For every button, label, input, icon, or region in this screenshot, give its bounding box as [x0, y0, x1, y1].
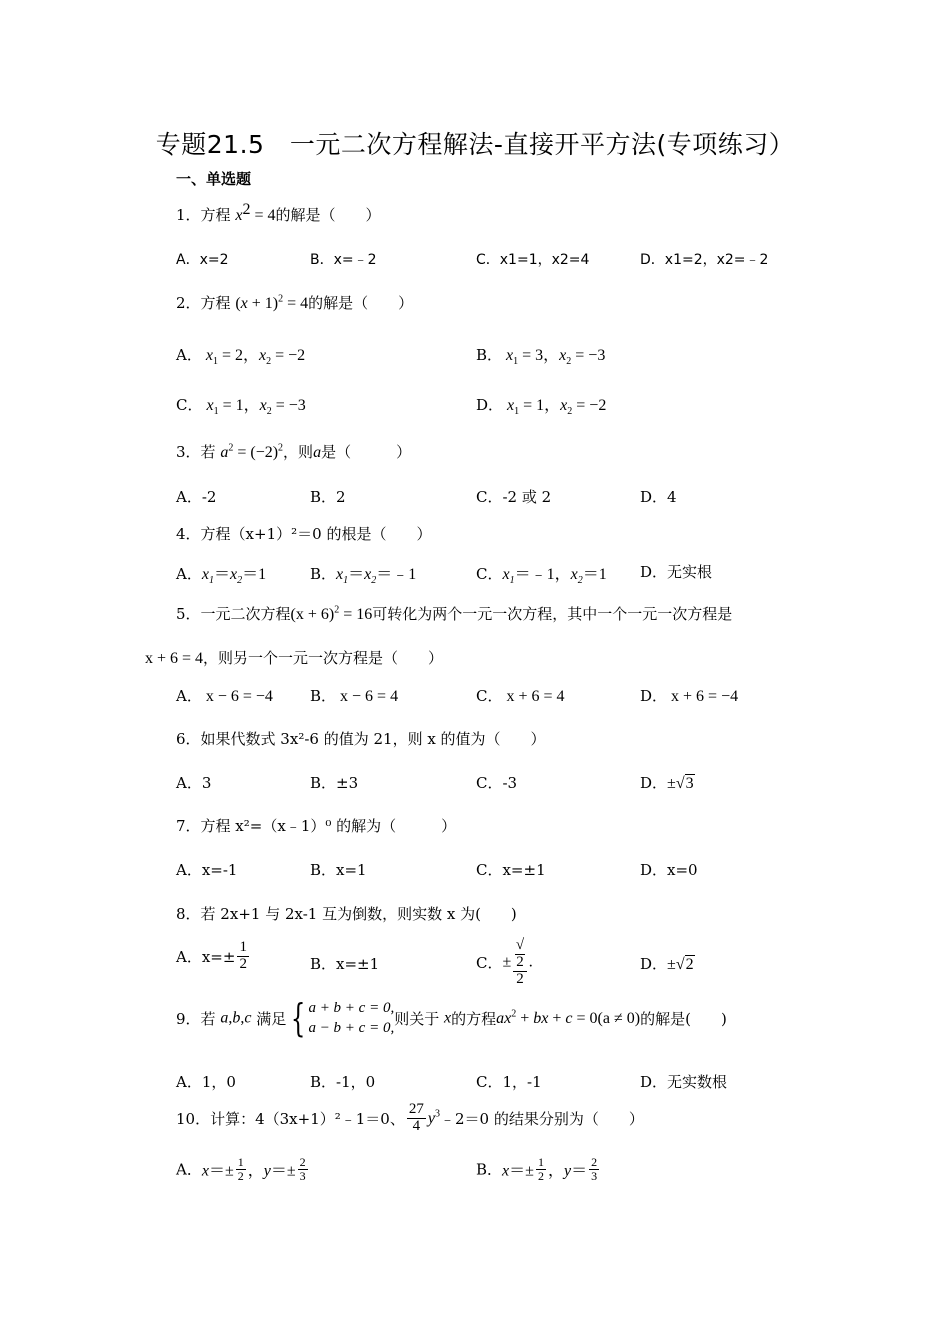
question-9: 9．若 a,b,c 满足 { a + b + c = 0, a − b + c = 0, 则关于 x的方程$ax^2$ + bx + c = 0(a ≠ 0)的解是( ): [176, 996, 727, 1041]
section-heading: 一、单选题: [176, 170, 252, 188]
q4-option-d: D．无实根: [640, 563, 713, 581]
question-2: 2．方程 $(x + 1)^2 = 4$的解是（ ）: [176, 293, 414, 312]
q9-option-d: D．无实数根: [640, 1073, 728, 1091]
q2-option-b: B． $x_1 = 3$，$x_2 = -3$: [476, 346, 606, 368]
q7-option-c: C．x=±1: [476, 861, 546, 879]
q9-option-c: C．1，-1: [476, 1073, 542, 1091]
q10-option-b: B．x＝± $\frac{1}{2}$ ，y＝ $\frac{2}{3}$: [476, 1155, 598, 1183]
q1-option-b: B．x=﹣2: [310, 252, 377, 268]
question-4: 4．方程（x+1）²＝0 的根是（ ）: [176, 525, 432, 543]
q7-option-d: D．x=0: [640, 861, 698, 879]
q8-option-d: D．±√2: [640, 955, 694, 973]
q3-option-c: C．-2 或 2: [476, 488, 552, 506]
q5-equation: $(x + 6)^2 = 16$: [290, 604, 373, 623]
question-5-line-1: 5．一元二次方程$(x + 6)^2 = 16$可转化为两个一元一次方程，其中一个一元一次方程是: [176, 604, 733, 623]
q6-option-a: A．3: [176, 774, 212, 792]
question-3: 3．若 $a^2 = (-2)^2$，则a是（ ）: [176, 442, 412, 461]
q6-option-d: D．±√3: [640, 774, 694, 792]
q9-option-a: A．1，0: [176, 1073, 236, 1091]
q5-option-a: A． x − 6 = −4: [176, 687, 273, 705]
q9-option-b: B．-1，0: [310, 1073, 376, 1091]
q1-option-a: A．x=2: [176, 252, 229, 268]
q5-option-d: D． x + 6 = −4: [640, 687, 739, 705]
q10-option-a: A．x＝± $\frac{1}{2}$ ，y＝± $\frac{2}{3}$: [176, 1155, 306, 1183]
q8-option-c: C．± √ 2 2 .: [476, 937, 533, 987]
q9-brace: {: [291, 996, 306, 1041]
q7-option-b: B．x=1: [310, 861, 367, 879]
q5-option-b: B． x − 6 = 4: [310, 687, 399, 705]
q8-option-a: A．x=± $\frac{1}{2}$: [176, 939, 247, 972]
q2-equation: $(x + 1)^2 = 4$: [235, 293, 309, 312]
q8-option-b: B．x=±1: [310, 955, 380, 973]
q2-option-c: C． $x_1 = 1$，$x_2 = -3$: [176, 396, 306, 418]
q2-option-d: D． $x_1 = 1$，$x_2 = -2$: [476, 396, 607, 418]
question-5-line-2: x + 6 = 4，则另一个一元一次方程是（ ）: [145, 649, 444, 667]
q6-option-b: B．±3: [310, 774, 359, 792]
question-8: 8．若 2x+1 与 2x-1 互为倒数，则实数 x 为( ): [176, 905, 517, 923]
q3-option-d: D．4: [640, 488, 677, 506]
q4-option-b: B．$x_1=x_2=﹣1$: [310, 565, 417, 587]
q3-option-b: B．2: [310, 488, 346, 506]
q1-option-d: D．x1=2，x2=﹣2: [640, 252, 769, 268]
q4-option-c: C．$x_1=﹣1$，$x_2=1$: [476, 565, 607, 587]
page-title: 专题21.5 一元二次方程解法-直接开平方法(专项练习）: [155, 130, 795, 159]
q9-system: a + b + c = 0, a − b + c = 0,: [308, 1000, 395, 1037]
q2-option-a: A． $x_1 = 2$，$x_2 = -2$: [176, 346, 306, 368]
q1-option-c: C．x1=1，x2=4: [476, 252, 590, 268]
q6-option-c: C．-3: [476, 774, 518, 792]
question-7: 7．方程 x²=（x﹣1）⁰ 的解为（ ）: [176, 817, 457, 835]
question-1: 1．方程 $x^2 = 4$的解是（ ）: [176, 201, 381, 224]
q7-option-a: A．x=-1: [176, 861, 238, 879]
q4-option-a: A．$x_1=x_2=1$: [176, 565, 267, 587]
q1-equation: $x^2 = 4$: [235, 201, 276, 224]
q3-option-a: A．-2: [176, 488, 217, 506]
question-10: 10．计算：4（3x+1）²﹣1＝0、 $\frac{27}{4}$ $y^3﹣2=0$ 的结果分别为（ ）: [176, 1101, 644, 1134]
q3-equation: $a^2 = (-2)^2$: [220, 442, 284, 461]
question-6: 6．如果代数式 3x²-6 的值为 21，则 x 的值为（ ）: [176, 730, 546, 748]
q5-option-c: C． x + 6 = 4: [476, 687, 565, 705]
